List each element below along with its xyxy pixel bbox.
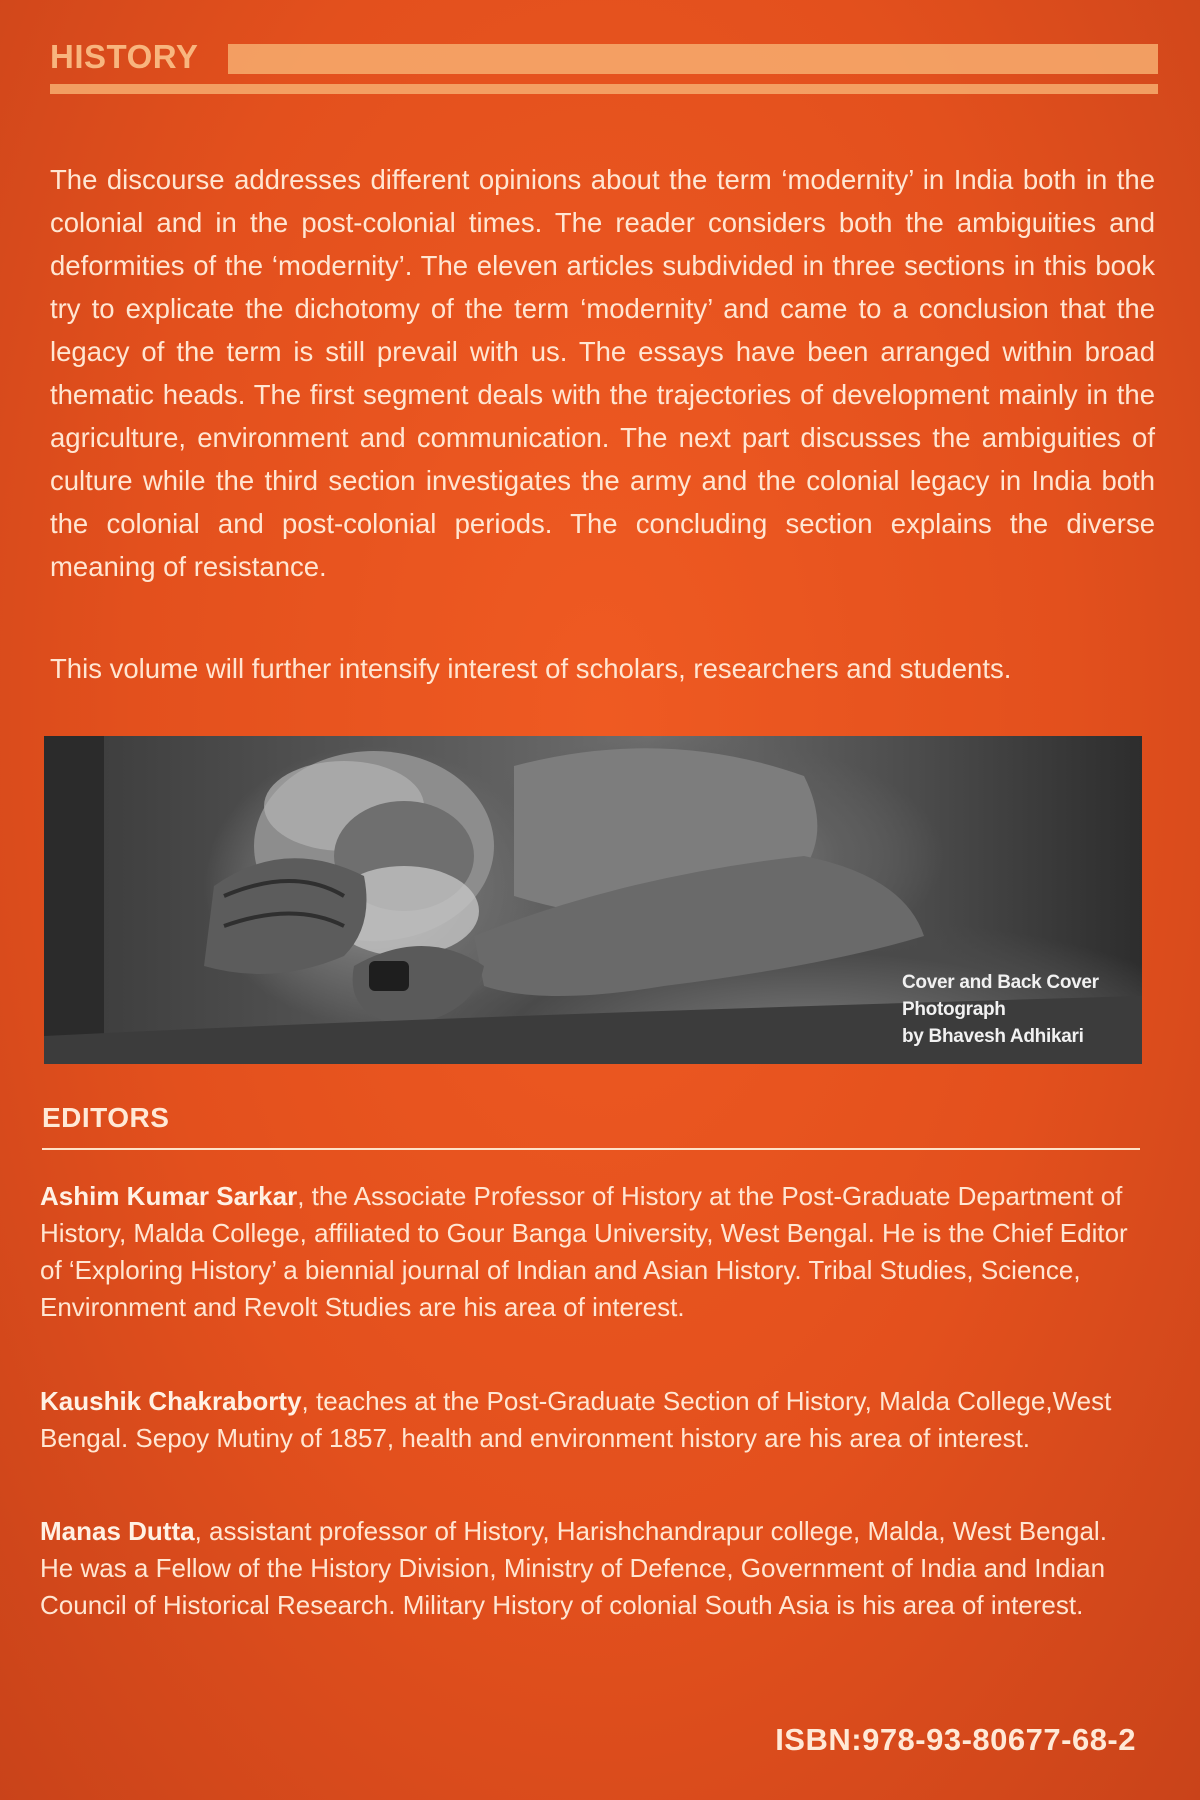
description-paragraph: The discourse addresses different opinions about the term ‘modernity’ in India both in the colonial and in the post-colonial times. The reader considers both the ambiguities and deformities of the ‘modernity’. The eleven articles subdivided in three sections in this book try to explicate the dichotomy of the term ‘modernity’ and came to a conclusion that the legacy of the term is still prevail with us. The essays have been arranged within broad thematic heads. The first segment deals with the trajectories of development mainly in the agriculture, environment and communication. The next part discusses the ambiguities of culture while the third section investigates the army and the colonial legacy in India both the colonial and post-colonial periods. The concluding section explains the diverse meaning of resistance. — [50, 164, 1155, 582]
category-label: HISTORY — [50, 38, 199, 75]
header-bar-top — [228, 44, 1158, 74]
photo-credit-line: by Bhavesh Adhikari — [902, 1026, 1084, 1047]
photo-credit — [902, 969, 1124, 1050]
photo-credit-line: Cover and Back Cover — [902, 972, 1099, 993]
editor-bio — [40, 1383, 1142, 1457]
editor-description: , teaches at the Post-Graduate Section of History, Malda College,West Bengal. Sepoy Mutiny of 1857, health and environment history are his area of interest. — [40, 1386, 1112, 1453]
isbn-number: ISBN:978-93-80677-68-2 — [775, 1722, 1136, 1757]
editor-name: Kaushik Chakraborty — [40, 1386, 302, 1416]
editors-divider — [42, 1148, 1140, 1150]
editors-heading: EDITORS — [42, 1102, 170, 1133]
closing-paragraph: This volume will further intensify interest of scholars, researchers and students. — [50, 653, 1012, 684]
section-header — [50, 38, 1158, 96]
editor-name: Ashim Kumar Sarkar — [40, 1181, 298, 1211]
header-bar-bottom — [50, 84, 1158, 94]
editor-description: , the Associate Professor of History at the Post-Graduate Department of History, Malda College, affiliated to Gour Banga University, West Bengal. He is the Chief Editor of ‘Exploring History’ a biennial journal of Indian and Asian History. Tribal Studies, Science, Environment and Revolt Studies are his area of interest. — [40, 1181, 1128, 1322]
editor-bio — [40, 1178, 1142, 1326]
editor-bio — [40, 1513, 1142, 1624]
photo-credit-line: Photograph — [902, 999, 1006, 1020]
editor-description: , assistant professor of History, Harishchandrapur college, Malda, West Bengal. He was a Fellow of the History Division, Ministry of Defence, Government of India and Indian Council of Historical Research. Military History of colonial South Asia is his area of interest. — [40, 1516, 1107, 1620]
cover-photograph — [44, 736, 1142, 1064]
editor-name: Manas Dutta — [40, 1516, 195, 1546]
